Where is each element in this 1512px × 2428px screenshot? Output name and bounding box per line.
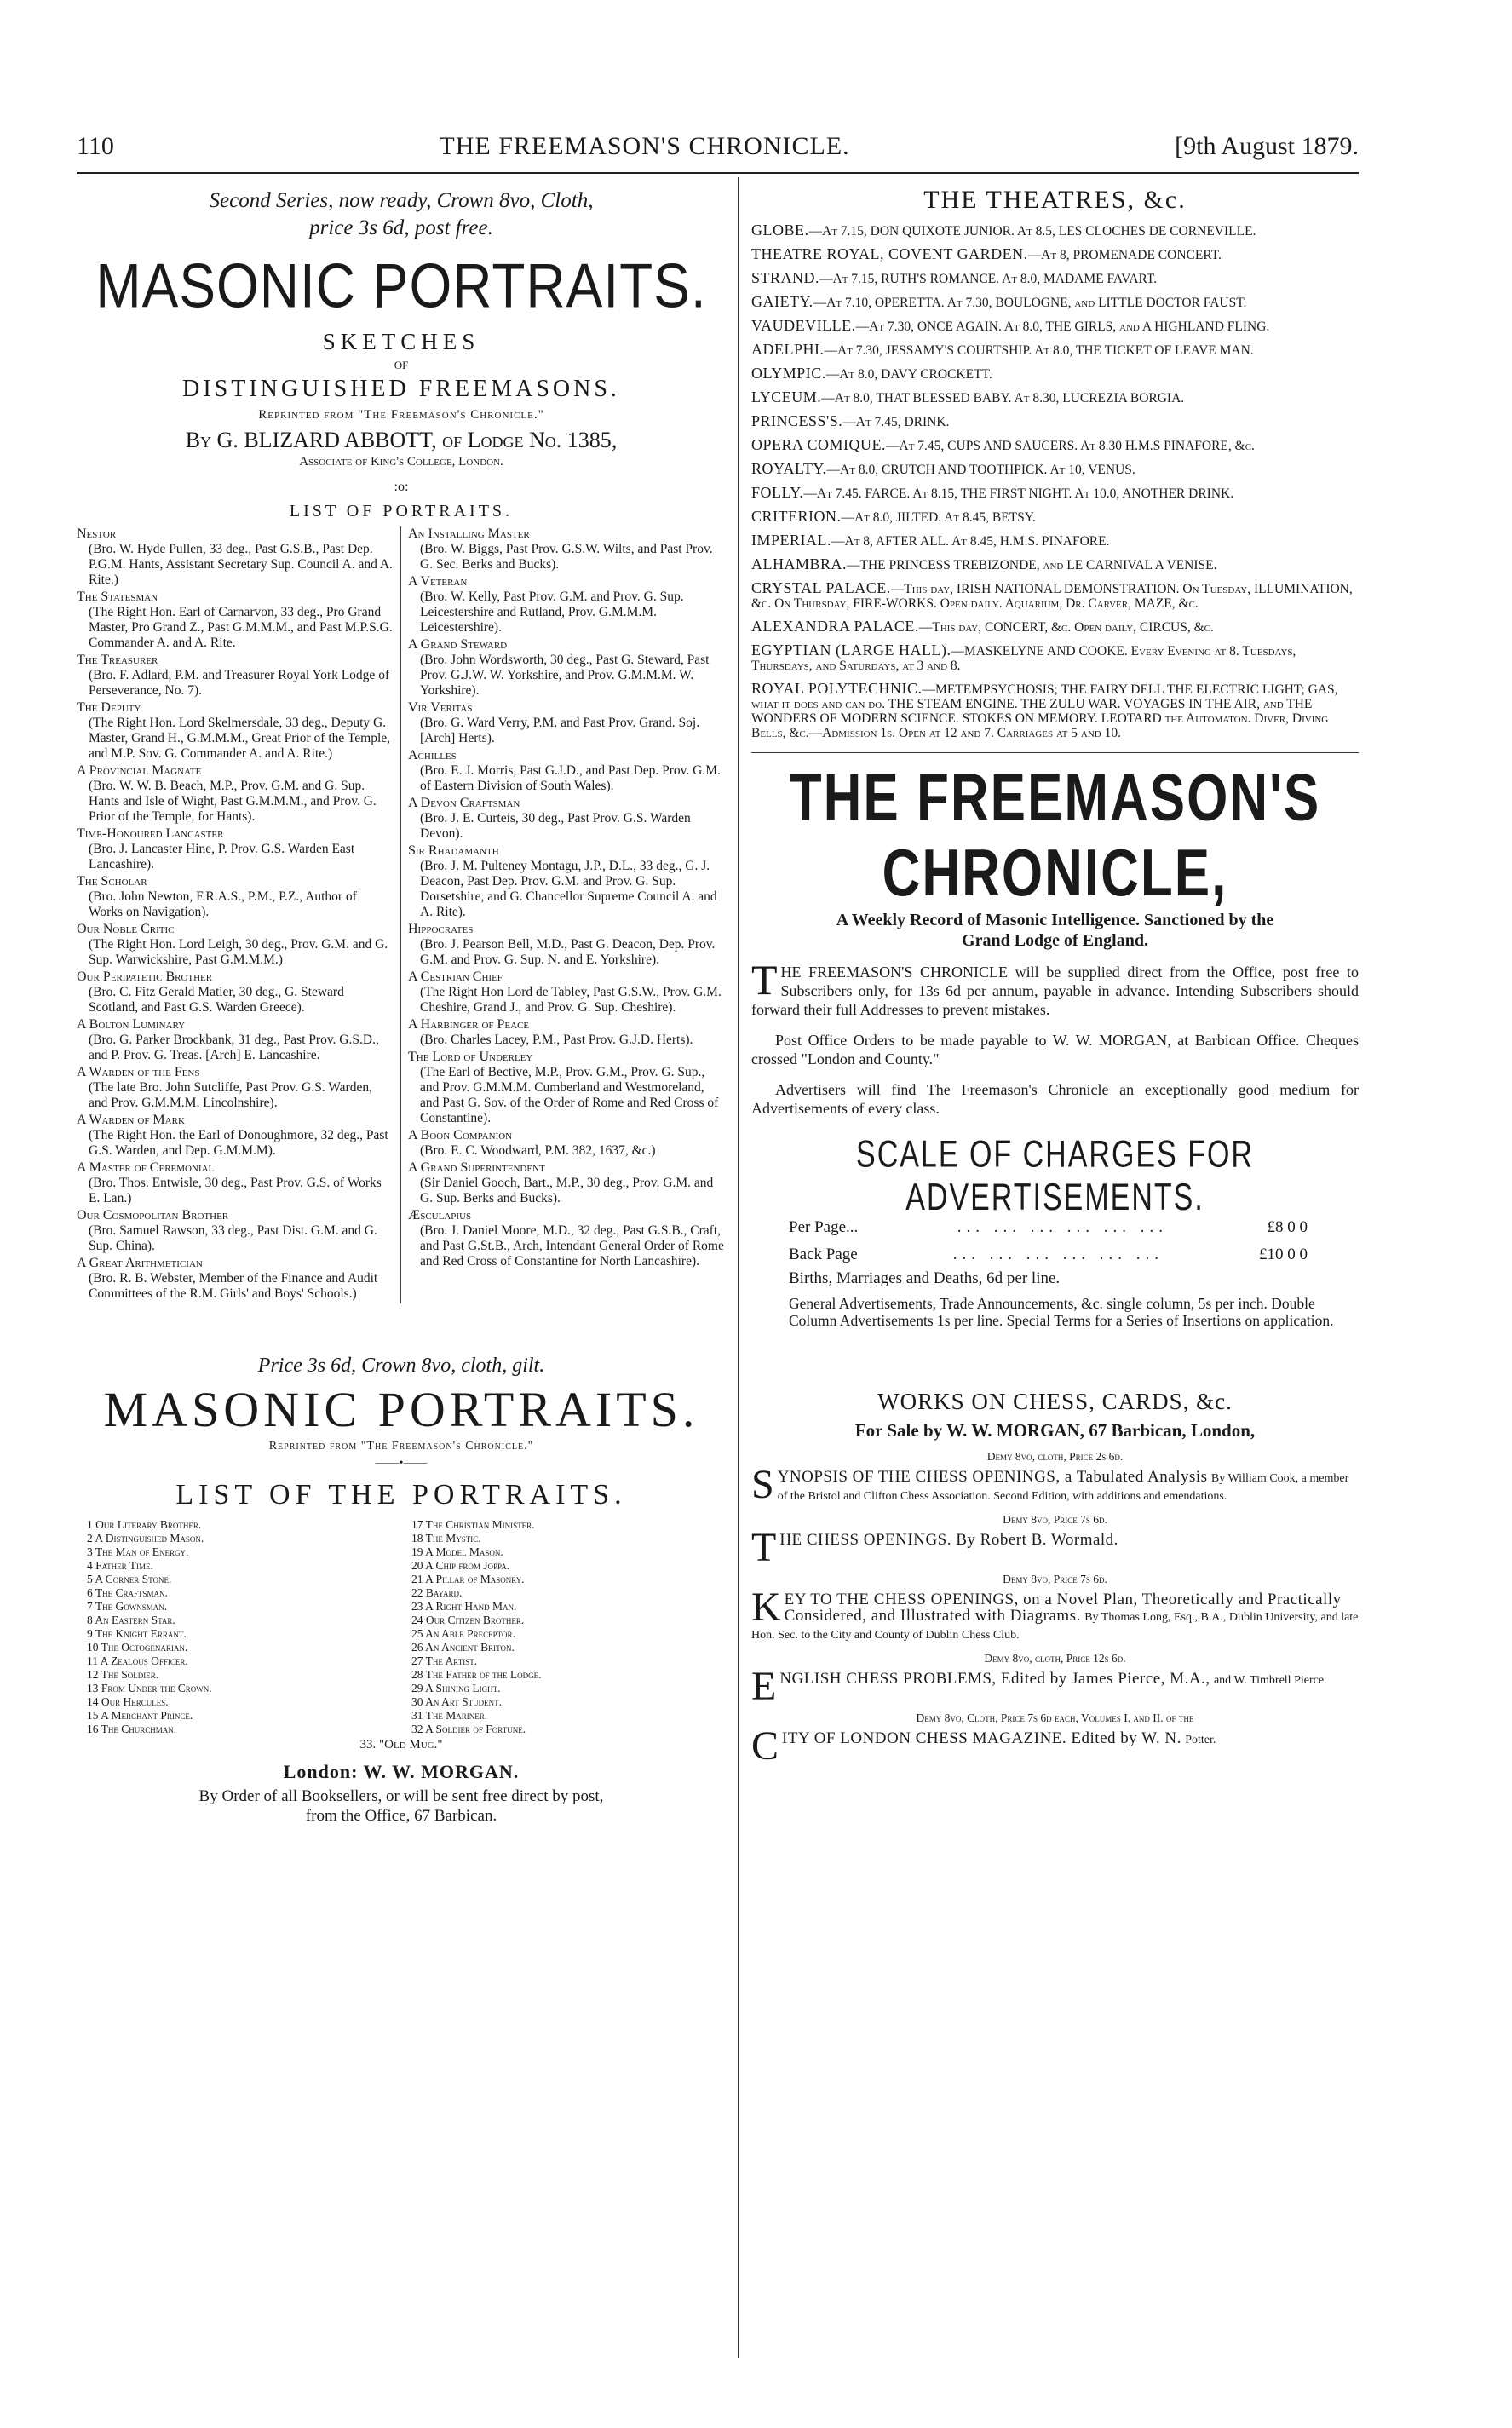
- portrait-title: A Grand Steward: [408, 637, 508, 652]
- theatre-name: CRITERION.: [751, 508, 842, 525]
- portrait-description: (Bro. R. B. Webster, Member of the Finance and Audit Committees of the R.M. Girls' and Boys' Schools.): [89, 1271, 378, 1301]
- theatre-details: —At 7.10, OPERETTA. At 7.30, BOULOGNE, and LITTLE DOCTOR FAUST.: [813, 296, 1247, 310]
- portrait-entry: [77, 763, 394, 825]
- theatre-name: EGYPTIAN (LARGE HALL).: [751, 642, 951, 659]
- rate-label: Back Page: [789, 1246, 858, 1263]
- portrait-entry: [77, 1256, 394, 1302]
- portrait-entry: [77, 1017, 394, 1063]
- book-entry: [751, 1723, 1359, 1769]
- column-divider: [738, 177, 739, 2358]
- portrait-entry: [408, 700, 726, 746]
- portrait-description: (Bro. J. M. Pulteney Montagu, J.P., D.L., 33 deg., G. J. Deacon, Past Dep. Prov. G.M. and Prov. G. Sup. Dorsetshire, and G. Chancellor Supreme Council A. and A. Rite).: [420, 859, 717, 919]
- portrait-description: (Bro. F. Adlard, P.M. and Treasurer Royal York Lodge of Perseverance, No. 7).: [89, 668, 390, 698]
- portrait-title: Hippocrates: [408, 922, 474, 936]
- book-title: EY TO THE CHESS OPENINGS, on a Novel Plan, Theoretically and Practically Considered, and Illustrated with Diagrams.: [784, 1591, 1342, 1625]
- numbered-portrait: 12 The Soldier.: [87, 1668, 159, 1681]
- rate-label: Per Page...: [789, 1218, 859, 1236]
- portrait-description: (Bro. J. Pearson Bell, M.D., Past G. Deacon, Dep. Prov. G.M. and Prov. G. Sup. N. and E. Yorkshire).: [420, 937, 716, 967]
- portrait-description: (The late Bro. John Sutcliffe, Past Prov. G.S. Warden, and Prov. G.M.M.M. Lincolnshire).: [89, 1080, 372, 1110]
- portrait-title: A Boon Companion: [408, 1128, 513, 1142]
- portrait-description: (Bro. W. Hyde Pullen, 33 deg., Past G.S.B., Past Dep. P.G.M. Hants, Assistant Secretary Sup. Council A. and A. Rite.): [89, 542, 393, 587]
- numbered-portrait: 22 Bayard.: [411, 1586, 463, 1599]
- book-entry: [751, 1664, 1359, 1709]
- portrait-entry: [77, 526, 394, 588]
- theatre-listing: [751, 319, 1359, 334]
- issue-date: [9th August 1879.: [1175, 132, 1359, 160]
- numbered-portrait: 19 A Model Mason.: [411, 1545, 503, 1558]
- numbered-portrait: 18 The Mystic.: [411, 1532, 481, 1545]
- portrait-entry: [77, 1160, 394, 1206]
- portrait-description: (Bro. John Wordsworth, 30 deg., Past G. Steward, Past Prov. G.J.W. W. Yorkshire, and Prov. G.M.M.M. W. Yorkshire).: [420, 653, 710, 698]
- portrait-description: (Bro. W. Biggs, Past Prov. G.S.W. Wilts, and Past Prov. G. Sec. Berks and Bucks).: [420, 542, 713, 572]
- header-rule: [77, 172, 1359, 174]
- theatre-listing: [751, 462, 1359, 477]
- numbered-list-last: 33. "Old Mug.": [359, 1738, 443, 1752]
- portrait-description: (Bro. E. C. Woodward, P.M. 382, 1637, &c.): [420, 1143, 656, 1158]
- portrait-entry: [408, 574, 726, 636]
- portrait-entry: [408, 1208, 726, 1269]
- numbered-portrait: 27 The Artist.: [411, 1654, 478, 1667]
- theatre-listing: [751, 366, 1359, 382]
- for-sale-line: For Sale by W. W. MORGAN, 67 Barbican, London,: [854, 1420, 1256, 1441]
- theatre-details: —At 8.0, JILTED. At 8.45, BETSY.: [841, 510, 1036, 525]
- portrait-title: Our Cosmopolitan Brother: [77, 1208, 229, 1223]
- list-of-portraits-heading: LIST OF PORTRAITS.: [289, 502, 514, 521]
- numbered-portrait: 4 Father Time.: [87, 1559, 153, 1572]
- ornament-rule: ——•——: [375, 1457, 428, 1470]
- portrait-entry: [408, 843, 726, 920]
- portrait-entry: [77, 922, 394, 968]
- book-entry: [751, 1585, 1359, 1643]
- numbered-list-left: [77, 1518, 401, 1736]
- numbered-portrait: 3 The Man of Energy.: [87, 1545, 189, 1558]
- portrait-entry: [408, 748, 726, 794]
- post-office-paragraph: Post Office Orders to be made payable to W. W. MORGAN, at Barbican Office. Cheques crossed "London and County.": [751, 1032, 1359, 1067]
- book-details: and W. Timbrell Pierce.: [1213, 1674, 1327, 1687]
- general-ad-rates: General Advertisements, Trade Announcements, &c. single column, 5s per inch. Double Column Advertisements 1s per line. Special Terms for a Series of Insertions on application.: [789, 1295, 1334, 1329]
- theatre-details: —THE PRINCESS TREBIZONDE, and LE CARNIVAL A VENISE.: [847, 558, 1217, 572]
- subscription-paragraph: T HE FREEMASON'S CHRONICLE will be supplied direct from the Office, post free to Subscribers only, for 13s 6d per annum, payable in advance. Intending Subscribers should forward their full Addresses to prevent mistakes.: [751, 956, 1359, 1018]
- theatre-name: CRYSTAL PALACE.: [751, 579, 891, 596]
- book-details: By Thomas Long, Esq., B.A., Dublin University, and late Hon. Sec. to the City and County of Dublin Chess Club.: [751, 1611, 1359, 1642]
- theatre-name: ALHAMBRA.: [751, 555, 848, 572]
- portrait-title: The Deputy: [77, 700, 141, 715]
- portrait-title: The Treasurer: [77, 653, 158, 667]
- theatre-listing: [751, 581, 1359, 611]
- numbered-portrait: 5 A Corner Stone.: [87, 1573, 172, 1585]
- portrait-title: Our Noble Critic: [77, 922, 175, 936]
- book-title: NGLISH CHESS PROBLEMS, Edited by James Pierce, M.A.,: [779, 1670, 1210, 1688]
- numbered-portrait: 32 A Soldier of Fortune.: [411, 1723, 526, 1735]
- portrait-title: Our Peripatetic Brother: [77, 969, 213, 984]
- theatre-listing: [751, 342, 1359, 358]
- numbered-portrait: 8 An Eastern Star.: [87, 1614, 175, 1626]
- theatre-details: —At 7.45, DRINK.: [842, 415, 950, 429]
- portrait-title: A Veteran: [408, 574, 468, 589]
- theatre-listing: [751, 557, 1359, 572]
- chess-works-heading: WORKS ON CHESS, CARDS, &c.: [877, 1389, 1233, 1414]
- portrait-description: (Bro. John Newton, F.R.A.S., P.M., P.Z., Author of Works on Navigation).: [89, 889, 357, 919]
- portrait-title: Time-Honoured Lancaster: [77, 826, 224, 841]
- masonic-portraits-title: MASONIC PORTRAITS.: [95, 250, 707, 321]
- drop-cap: T: [751, 1525, 777, 1570]
- portrait-description: (Bro. W. W. B. Beach, M.P., Prov. G.M. and G. Sup. Hants and Isle of Wight, Past G.M.M.M., and Prov. G. Prior of the Temple, for Hants).: [89, 779, 377, 824]
- theatre-listing: [751, 486, 1359, 501]
- portrait-description: (Bro. J. E. Curteis, 30 deg., Past Prov. G.S. Warden Devon).: [420, 811, 691, 841]
- theatre-listing: [751, 295, 1359, 310]
- numbered-portrait: 7 The Gownsman.: [87, 1600, 168, 1613]
- book-imprint: Demy 8vo, Price 7s 6d.: [1003, 1513, 1107, 1526]
- numbered-portrait: 29 A Shining Light.: [411, 1682, 501, 1694]
- portrait-description: (Bro. Charles Lacey, P.M., Past Prov. G.J.D. Herts).: [420, 1033, 693, 1047]
- book-imprint: Demy 8vo, Price 7s 6d.: [1003, 1573, 1107, 1585]
- portrait-title: A Harbinger of Peace: [408, 1017, 530, 1032]
- portrait-entry: [77, 590, 394, 651]
- portrait-entry: [77, 700, 394, 762]
- portrait-entry: [77, 969, 394, 1016]
- portrait-description: (The Earl of Bective, M.P., Prov. G.M., Prov. G. Sup., and Prov. G.M.M.M. Cumberland and Westmoreland, and Past G. Sov. of the Order of Rome and Red Cross of Constantine).: [420, 1065, 719, 1125]
- rate-price: £8 0 0: [1267, 1218, 1308, 1236]
- portrait-description: (Bro. J. Lancaster Hine, P. Prov. G.S. Warden East Lancashire).: [89, 842, 355, 872]
- theatre-listing: [751, 643, 1359, 673]
- newspaper-page: [77, 128, 1359, 2377]
- numbered-portrait: 2 A Distinguished Mason.: [87, 1532, 204, 1545]
- portrait-title: Sir Rhadamanth: [408, 843, 499, 858]
- portrait-title: The Lord of Underley: [408, 1050, 533, 1064]
- rate-dots: ... ... ... ... ... ...: [952, 1246, 1164, 1263]
- book-imprint: Demy 8vo, Cloth, Price 7s 6d each, Volumes I. and II. of the: [916, 1712, 1194, 1724]
- portrait-title: A Devon Craftsman: [408, 796, 520, 810]
- book-imprint: Demy 8vo, cloth, Price 12s 6d.: [984, 1652, 1126, 1665]
- portrait-description: (Bro. W. Kelly, Past Prov. G.M. and Prov. G. Sup. Leicestershire and Rutland, Prov. G.M.M.M. Leicestershire).: [420, 590, 684, 635]
- theatre-listing: [751, 223, 1359, 239]
- portrait-list: [77, 526, 726, 1303]
- portrait-list-right: [401, 526, 726, 1303]
- theatre-listing: [751, 271, 1359, 286]
- numbered-portrait: 25 An Able Preceptor.: [411, 1627, 515, 1640]
- portrait-entry: [408, 796, 726, 842]
- portrait-entry: [408, 969, 726, 1016]
- portrait-description: (The Right Hon. the Earl of Donoughmore, 32 deg., Past G.S. Warden, and Dep. G.M.M.M).: [89, 1128, 388, 1158]
- theatre-listing: [751, 619, 1359, 635]
- portrait-title: An Installing Master: [408, 526, 530, 541]
- portrait-description: (Bro. C. Fitz Gerald Matier, 30 deg., G. Steward Scotland, and Past G.S. Warden Greece).: [89, 985, 344, 1015]
- portrait-title: A Provincial Magnate: [77, 763, 202, 778]
- portrait-title: A Bolton Luminary: [77, 1017, 186, 1032]
- portrait-title: Æsculapius: [408, 1208, 472, 1223]
- theatre-details: —METEMPSYCHOSIS; THE FAIRY DELL THE ELECTRIC LIGHT; GAS, what it does and can do. THE STEAM ENGINE. THE ZULU WAR. VOYAGES IN THE AIR, and THE WONDERS OF MODERN SCIENCE. STOKES ON MEMORY. LEOTARD the Automaton. Diver, Diving Bells, &c.—Admission 1s. Open at 12 and 7. Carriages at 5 and 10.: [751, 682, 1338, 740]
- portrait-title: The Scholar: [77, 874, 147, 889]
- portrait-description: (Bro. E. J. Morris, Past G.J.D., and Past Dep. Prov. G.M. of Eastern Division of South Wales).: [420, 763, 721, 793]
- drop-cap: C: [751, 1723, 779, 1769]
- theatre-details: —This day, IRISH NATIONAL DEMONSTRATION. On Tuesday, ILLUMINATION, &c. On Thursday, FIRE-WORKS. Open daily. Aquarium, Dr. Carver, MAZE, &c.: [751, 582, 1353, 611]
- list-of-the-portraits-heading: LIST OF THE PORTRAITS.: [175, 1479, 627, 1510]
- second-ad-title: MASONIC PORTRAITS.: [103, 1382, 699, 1437]
- order-note: By Order of all Booksellers, or will be sent free direct by post, from the Office, 67 Barbican.: [198, 1787, 604, 1825]
- advertisers-paragraph: Advertisers will find The Freemason's Chronicle an exceptionally good medium for Advertisements of every class.: [751, 1081, 1359, 1117]
- theatre-name: ROYAL POLYTECHNIC.: [751, 680, 923, 697]
- theatre-name: GAIETY.: [751, 293, 813, 310]
- portrait-title: A Master of Ceremonial: [77, 1160, 215, 1175]
- numbered-portrait: 1 Our Literary Brother.: [87, 1518, 202, 1531]
- book-title: ITY OF LONDON CHESS MAGAZINE. Edited by W. N.: [782, 1729, 1181, 1747]
- book-details: By William Cook, a member of the Bristol and Clifton Chess Association. Second Edition, with additions and emendations.: [777, 1472, 1349, 1503]
- scale-of-charges-heading: SCALE OF CHARGES FOR ADVERTISEMENTS.: [856, 1133, 1254, 1219]
- theatre-listing: [751, 390, 1359, 406]
- of-heading: OF: [394, 359, 409, 371]
- series-announcement: Second Series, now ready, Crown 8vo, Cloth, price 3s 6d, post free.: [209, 189, 594, 239]
- theatre-details: —At 8.0, CRUTCH AND TOOTHPICK. At 10, VENUS.: [826, 463, 1135, 477]
- theatre-name: ADELPHI.: [751, 341, 825, 358]
- numbered-portrait: 20 A Chip from Joppa.: [411, 1559, 510, 1572]
- theatres-heading: THE THEATRES, &c.: [923, 186, 1187, 214]
- portrait-title: A Warden of the Fens: [77, 1065, 200, 1079]
- portrait-description: (Bro. Thos. Entwisle, 30 deg., Past Prov. G.S. of Works E. Lan.): [89, 1176, 382, 1205]
- theatre-listing: [751, 682, 1359, 740]
- portrait-entry: [408, 1050, 726, 1126]
- theatre-details: —MASKELYNE AND COOKE. Every Evening at 8. Tuesdays, Thursdays, and Saturdays, at 3 and 8.: [751, 644, 1296, 673]
- numbered-portrait: 31 The Mariner.: [411, 1709, 488, 1722]
- theatre-listing: [751, 533, 1359, 549]
- numbered-portrait: 21 A Pillar of Masonry.: [411, 1573, 525, 1585]
- theatre-details: —At 7.45. FARCE. At 8.15, THE FIRST NIGHT. At 10.0, ANOTHER DRINK.: [803, 486, 1234, 501]
- theatre-list: [751, 223, 1359, 740]
- chronicle-masthead: THE FREEMASON'S CHRONICLE,: [789, 761, 1321, 911]
- portrait-description: (The Right Hon. Lord Leigh, 30 deg., Prov. G.M. and G. Sup. Warwickshire, Past G.M.M.M.): [89, 937, 388, 967]
- right-column: [751, 184, 1359, 2365]
- portrait-description: (Sir Daniel Gooch, Bart., M.P., 30 deg., Prov. G.M. and G. Sup. Berks and Bucks).: [420, 1176, 714, 1205]
- advertising-rates: [751, 1218, 1359, 1264]
- theatre-details: —At 8.0, THAT BLESSED BABY. At 8.30, LUCREZIA BORGIA.: [821, 391, 1185, 406]
- portrait-title: Nestor: [77, 526, 117, 541]
- portrait-description: (Bro. Samuel Rawson, 33 deg., Past Dist. G.M. and G. Sup. China).: [89, 1223, 377, 1253]
- portrait-list-left: [77, 526, 401, 1303]
- page-number: 110: [77, 132, 114, 160]
- portrait-description: (The Right Hon Lord de Tabley, Past G.S.W., Prov. G.M. Cheshire, Grand J., and Prov. G. Sup. Cheshire).: [420, 985, 722, 1015]
- numbered-portrait: 28 The Father of the Lodge.: [411, 1668, 542, 1681]
- portrait-title: A Great Arithmetician: [77, 1256, 203, 1270]
- rate-row: [751, 1218, 1359, 1237]
- page-header: [77, 128, 1359, 165]
- theatre-details: —This day, CONCERT, &c. Open daily, CIRCUS, &c.: [918, 620, 1214, 635]
- theatre-listing: [751, 414, 1359, 429]
- author-line: By G. BLIZARD ABBOTT, of Lodge No. 1385,: [185, 428, 618, 452]
- portrait-entry: [408, 637, 726, 699]
- numbered-portrait: 13 From Under the Crown.: [87, 1682, 212, 1694]
- theatre-name: OLYMPIC.: [751, 365, 826, 382]
- left-column: [77, 184, 726, 2365]
- drop-cap: T: [751, 956, 778, 1004]
- portrait-entry: [77, 1208, 394, 1254]
- newspaper-title: THE FREEMASON'S CHRONICLE.: [439, 132, 850, 160]
- separator: :o:: [394, 480, 409, 494]
- weekly-record-line: A Weekly Record of Masonic Intelligence. Sanctioned by the Grand Lodge of England.: [836, 911, 1274, 950]
- theatre-listing: [751, 438, 1359, 453]
- theatre-listing: [751, 247, 1359, 262]
- theatre-name: VAUDEVILLE.: [751, 317, 856, 334]
- book-title: YNOPSIS OF THE CHESS OPENINGS, a Tabulated Analysis: [777, 1468, 1208, 1486]
- portrait-title: Vir Veritas: [408, 700, 473, 715]
- numbered-list-right: [401, 1518, 726, 1736]
- numbered-portrait: 16 The Churchman.: [87, 1723, 177, 1735]
- book-entry: [751, 1525, 1359, 1570]
- portrait-description: (Bro. G. Ward Verry, P.M. and Past Prov. Grand. Soj. [Arch] Herts).: [420, 716, 700, 745]
- theatre-name: LYCEUM.: [751, 388, 822, 406]
- distinguished-heading: DISTINGUISHED FREEMASONS.: [182, 376, 620, 402]
- chess-book-list: [751, 1450, 1359, 1769]
- theatre-details: —At 7.15, DON QUIXOTE JUNIOR. At 8.5, LES CLOCHES DE CORNEVILLE.: [808, 224, 1256, 239]
- portrait-entry: [408, 1160, 726, 1206]
- theatre-name: IMPERIAL.: [751, 532, 831, 549]
- numbered-portrait: 30 An Art Student.: [411, 1695, 502, 1708]
- numbered-portrait: 15 A Merchant Prince.: [87, 1709, 193, 1722]
- drop-cap: E: [751, 1664, 777, 1709]
- reprinted-note: Reprinted from "The Freemason's Chronicle.": [258, 408, 544, 422]
- portrait-entry: [408, 1128, 726, 1159]
- numbered-portrait: 9 The Knight Errant.: [87, 1627, 187, 1640]
- rate-dots: ... ... ... ... ... ...: [957, 1218, 1168, 1236]
- numbered-portrait: 10 The Octogenarian.: [87, 1641, 188, 1654]
- theatre-details: —At 7.30, ONCE AGAIN. At 8.0, THE GIRLS, and A HIGHLAND FLING.: [855, 319, 1270, 334]
- theatre-details: —At 8, AFTER ALL. At 8.45, H.M.S. PINAFORE.: [831, 534, 1110, 549]
- births-rate: Births, Marriages and Deaths, 6d per line.: [789, 1269, 1061, 1287]
- book-entry: [751, 1462, 1359, 1507]
- portrait-entry: [77, 653, 394, 699]
- theatre-details: —At 8.0, DAVY CROCKETT.: [825, 367, 992, 382]
- portrait-entry: [408, 1017, 726, 1048]
- portrait-description: (The Right Hon. Earl of Carnarvon, 33 deg., Pro Grand Master, Pro Grand Z., Past G.M.M.M., and Past M.P.S.G. Commander A. and A. Rite.: [89, 605, 393, 650]
- sketches-heading: SKETCHES: [322, 329, 480, 354]
- numbered-portrait: 23 A Right Hand Man.: [411, 1600, 517, 1613]
- portrait-entry: [408, 922, 726, 968]
- portrait-description: (Bro. G. Parker Brockbank, 31 deg., Past Prov. G.S.D., and P. Prov. G. Treas. [Arch] E. Lancashire.: [89, 1033, 379, 1062]
- portrait-description: (Bro. J. Daniel Moore, M.D., 32 deg., Past G.S.B., Craft, and Past G.St.B., Arch, Intendant General Order of Rome and Red Cross of Constantine for North Lancashire).: [420, 1223, 724, 1269]
- theatre-name: ALEXANDRA PALACE.: [751, 618, 919, 635]
- book-details: Potter.: [1185, 1734, 1216, 1746]
- portrait-entry: [77, 874, 394, 920]
- portrait-title: A Warden of Mark: [77, 1113, 185, 1127]
- numbered-portrait: 14 Our Hercules.: [87, 1695, 169, 1708]
- numbered-portrait: 26 An Ancient Briton.: [411, 1641, 515, 1654]
- portrait-entry: [408, 526, 726, 572]
- theatre-name: ROYALTY.: [751, 460, 827, 477]
- portrait-entry: [77, 826, 394, 872]
- drop-cap: S: [751, 1462, 774, 1507]
- portrait-title: Achilles: [408, 748, 457, 762]
- theatre-name: STRAND.: [751, 269, 820, 286]
- theatre-details: —At 7.15, RUTH'S ROMANCE. At 8.0, MADAME FAVART.: [819, 272, 1158, 286]
- portrait-title: A Grand Superintendent: [408, 1160, 545, 1175]
- theatre-details: —At 7.45, CUPS AND SAUCERS. At 8.30 H.M.S PINAFORE, &c.: [886, 439, 1255, 453]
- book-imprint: Demy 8vo, cloth, Price 2s 6d.: [986, 1450, 1124, 1463]
- theatre-name: OPERA COMIQUE.: [751, 436, 887, 453]
- portrait-description: (The Right Hon. Lord Skelmersdale, 33 deg., Deputy G. Master, Grand H., G.M.M.M., Great Prior of the Temple, and M.P. Sov. G. Commander A. and A. Rite.): [89, 716, 391, 761]
- rate-row: [751, 1246, 1359, 1264]
- publisher-line: London: W. W. MORGAN.: [283, 1761, 520, 1782]
- portrait-entry: [77, 1065, 394, 1111]
- author-association: Associate of King's College, London.: [299, 455, 503, 469]
- book-title: HE CHESS OPENINGS. By Robert B. Wormald.: [779, 1531, 1118, 1549]
- theatre-name: PRINCESS'S.: [751, 412, 843, 429]
- numbered-portrait: 6 The Craftsman.: [87, 1586, 168, 1599]
- numbered-portrait: 11 A Zealous Officer.: [87, 1654, 188, 1667]
- theatre-name: THEATRE ROYAL, COVENT GARDEN.: [751, 245, 1028, 262]
- rate-price: £10 0 0: [1259, 1246, 1308, 1263]
- second-ad-price: Price 3s 6d, Crown 8vo, cloth, gilt.: [257, 1355, 545, 1377]
- portrait-title: The Statesman: [77, 590, 158, 604]
- portrait-title: A Cestrian Chief: [408, 969, 503, 984]
- drop-cap: K: [751, 1585, 781, 1630]
- numbered-portrait-list: [77, 1518, 726, 1736]
- theatre-details: —At 7.30, JESSAMY'S COURTSHIP. At 8.0, THE TICKET OF LEAVE MAN.: [824, 343, 1254, 358]
- theatre-name: FOLLY.: [751, 484, 804, 501]
- theatre-name: GLOBE.: [751, 222, 809, 239]
- numbered-portrait: 24 Our Citizen Brother.: [411, 1614, 525, 1626]
- portrait-entry: [77, 1113, 394, 1159]
- second-ad-reprinted: Reprinted from "The Freemason's Chronicle.": [268, 1440, 534, 1453]
- theatre-details: —At 8, PROMENADE CONCERT.: [1027, 248, 1222, 262]
- theatre-listing: [751, 509, 1359, 525]
- section-rule: [751, 752, 1359, 753]
- numbered-portrait: 17 The Christian Minister.: [411, 1518, 535, 1531]
